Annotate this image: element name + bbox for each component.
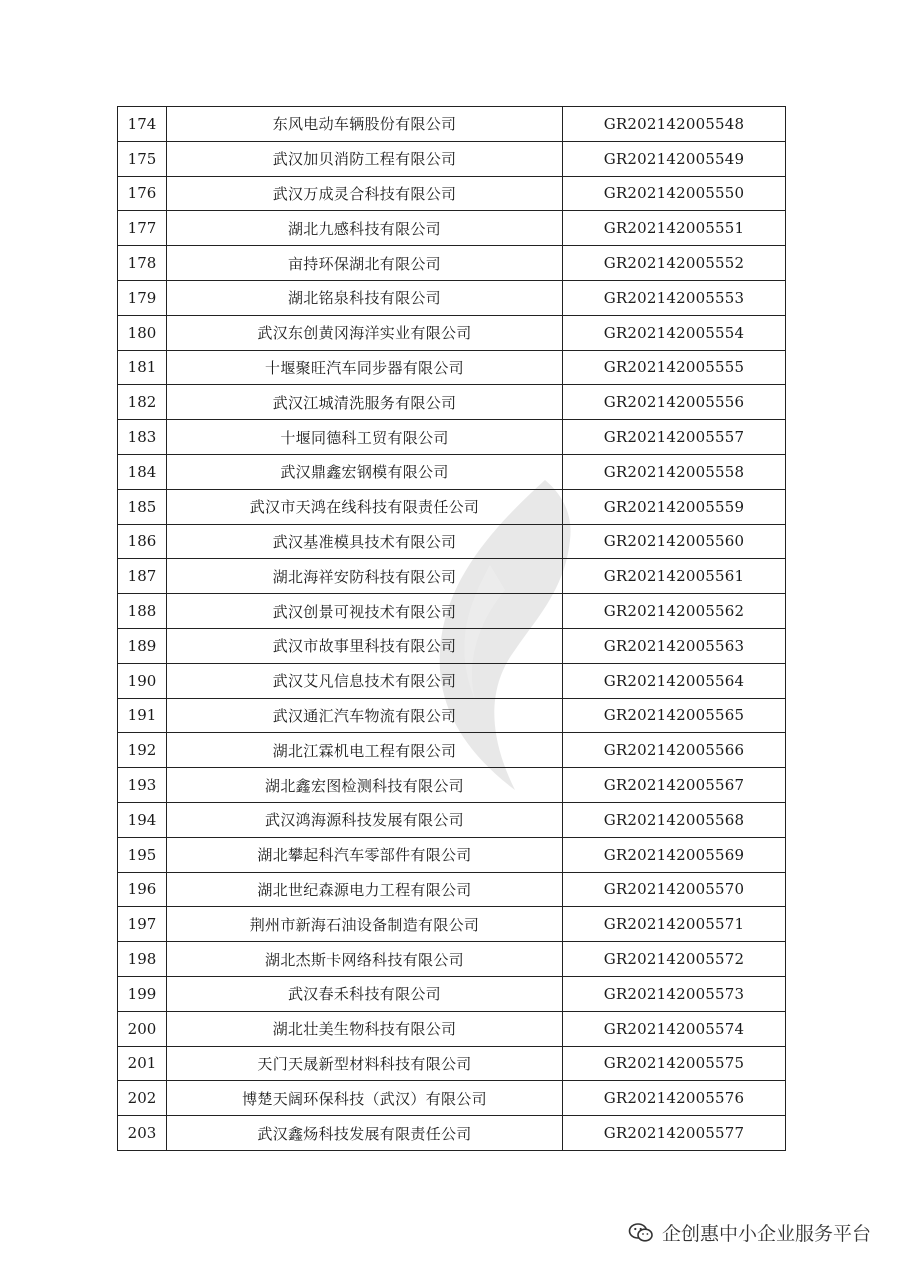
company-name: 十堰聚旺汽车同步器有限公司 — [167, 350, 563, 385]
certificate-number: GR202142005562 — [563, 594, 786, 629]
company-name: 武汉加贝消防工程有限公司 — [167, 141, 563, 176]
certificate-number: GR202142005550 — [563, 176, 786, 211]
row-number: 190 — [118, 663, 167, 698]
table-row — [118, 141, 786, 176]
table-row — [118, 594, 786, 629]
company-name: 武汉市故事里科技有限公司 — [167, 628, 563, 663]
company-name: 博楚天阔环保科技（武汉）有限公司 — [167, 1081, 563, 1116]
table-row — [118, 350, 786, 385]
row-number: 191 — [118, 698, 167, 733]
row-number: 193 — [118, 768, 167, 803]
company-name: 武汉东创黄冈海洋实业有限公司 — [167, 315, 563, 350]
company-name: 武汉江城清洗服务有限公司 — [167, 385, 563, 420]
row-number: 184 — [118, 454, 167, 489]
company-name: 湖北九感科技有限公司 — [167, 211, 563, 246]
row-number: 180 — [118, 315, 167, 350]
table-row — [118, 107, 786, 142]
table-row — [118, 176, 786, 211]
row-number: 195 — [118, 837, 167, 872]
table-row — [118, 1116, 786, 1151]
row-number: 197 — [118, 907, 167, 942]
certificate-number: GR202142005574 — [563, 1011, 786, 1046]
row-number: 196 — [118, 872, 167, 907]
table-row — [118, 663, 786, 698]
certificate-number: GR202142005556 — [563, 385, 786, 420]
certificate-number: GR202142005570 — [563, 872, 786, 907]
certificate-number: GR202142005555 — [563, 350, 786, 385]
table-row — [118, 628, 786, 663]
company-name: 湖北鑫宏图检测科技有限公司 — [167, 768, 563, 803]
certificate-number: GR202142005548 — [563, 107, 786, 142]
table-row — [118, 211, 786, 246]
table-row — [118, 246, 786, 281]
row-number: 203 — [118, 1116, 167, 1151]
certificate-table — [117, 106, 786, 1151]
company-name: 武汉鸿海源科技发展有限公司 — [167, 802, 563, 837]
certificate-number: GR202142005561 — [563, 559, 786, 594]
row-number: 185 — [118, 489, 167, 524]
row-number: 194 — [118, 802, 167, 837]
certificate-number: GR202142005552 — [563, 246, 786, 281]
row-number: 178 — [118, 246, 167, 281]
row-number: 202 — [118, 1081, 167, 1116]
certificate-number: GR202142005553 — [563, 280, 786, 315]
company-name: 湖北海祥安防科技有限公司 — [167, 559, 563, 594]
company-name: 天门天晟新型材料科技有限公司 — [167, 1046, 563, 1081]
certificate-number: GR202142005575 — [563, 1046, 786, 1081]
company-name: 武汉创景可视技术有限公司 — [167, 594, 563, 629]
wechat-icon — [628, 1220, 654, 1246]
table-row — [118, 872, 786, 907]
row-number: 187 — [118, 559, 167, 594]
row-number: 179 — [118, 280, 167, 315]
certificate-number: GR202142005567 — [563, 768, 786, 803]
table-row — [118, 1081, 786, 1116]
table-row — [118, 420, 786, 455]
company-name: 亩持环保湖北有限公司 — [167, 246, 563, 281]
certificate-number: GR202142005566 — [563, 733, 786, 768]
company-name: 武汉鑫炀科技发展有限责任公司 — [167, 1116, 563, 1151]
source-footer — [628, 1219, 871, 1246]
table-row — [118, 524, 786, 559]
certificate-number: GR202142005559 — [563, 489, 786, 524]
certificate-number: GR202142005571 — [563, 907, 786, 942]
row-number: 201 — [118, 1046, 167, 1081]
row-number: 177 — [118, 211, 167, 246]
row-number: 188 — [118, 594, 167, 629]
certificate-number: GR202142005569 — [563, 837, 786, 872]
certificate-number: GR202142005560 — [563, 524, 786, 559]
certificate-number: GR202142005572 — [563, 942, 786, 977]
certificate-number: GR202142005568 — [563, 802, 786, 837]
certificate-number: GR202142005551 — [563, 211, 786, 246]
company-name: 湖北攀起科汽车零部件有限公司 — [167, 837, 563, 872]
table-row — [118, 802, 786, 837]
certificate-number: GR202142005563 — [563, 628, 786, 663]
table-row — [118, 907, 786, 942]
certificate-number: GR202142005557 — [563, 420, 786, 455]
certificate-number: GR202142005564 — [563, 663, 786, 698]
row-number: 200 — [118, 1011, 167, 1046]
row-number: 181 — [118, 350, 167, 385]
company-name: 武汉春禾科技有限公司 — [167, 976, 563, 1011]
table-row — [118, 385, 786, 420]
certificate-number: GR202142005558 — [563, 454, 786, 489]
company-name: 武汉基准模具技术有限公司 — [167, 524, 563, 559]
row-number: 182 — [118, 385, 167, 420]
table-row — [118, 1011, 786, 1046]
row-number: 175 — [118, 141, 167, 176]
row-number: 192 — [118, 733, 167, 768]
company-name: 东风电动车辆股份有限公司 — [167, 107, 563, 142]
table-row — [118, 489, 786, 524]
company-name: 武汉万成灵合科技有限公司 — [167, 176, 563, 211]
table-row — [118, 454, 786, 489]
company-name: 湖北壮美生物科技有限公司 — [167, 1011, 563, 1046]
table-row — [118, 698, 786, 733]
table-row — [118, 1046, 786, 1081]
row-number: 199 — [118, 976, 167, 1011]
company-name: 十堰同德科工贸有限公司 — [167, 420, 563, 455]
certificate-number: GR202142005549 — [563, 141, 786, 176]
company-name: 荆州市新海石油设备制造有限公司 — [167, 907, 563, 942]
source-label: 企创惠中小企业服务平台 — [661, 1223, 871, 1245]
table-row — [118, 733, 786, 768]
certificate-number: GR202142005573 — [563, 976, 786, 1011]
table-row — [118, 315, 786, 350]
company-name: 湖北世纪森源电力工程有限公司 — [167, 872, 563, 907]
row-number: 174 — [118, 107, 167, 142]
certificate-number: GR202142005577 — [563, 1116, 786, 1151]
row-number: 186 — [118, 524, 167, 559]
company-name: 湖北铭泉科技有限公司 — [167, 280, 563, 315]
company-name: 武汉市天鸿在线科技有限责任公司 — [167, 489, 563, 524]
table-row — [118, 942, 786, 977]
row-number: 198 — [118, 942, 167, 977]
company-name: 武汉鼎鑫宏钢模有限公司 — [167, 454, 563, 489]
row-number: 189 — [118, 628, 167, 663]
table-row — [118, 280, 786, 315]
row-number: 183 — [118, 420, 167, 455]
company-name: 湖北江霖机电工程有限公司 — [167, 733, 563, 768]
table-row — [118, 768, 786, 803]
certificate-number: GR202142005565 — [563, 698, 786, 733]
certificate-number: GR202142005576 — [563, 1081, 786, 1116]
table-row — [118, 976, 786, 1011]
company-name: 武汉艾凡信息技术有限公司 — [167, 663, 563, 698]
table-row — [118, 559, 786, 594]
company-name: 武汉通汇汽车物流有限公司 — [167, 698, 563, 733]
table-row — [118, 837, 786, 872]
certificate-number: GR202142005554 — [563, 315, 786, 350]
company-name: 湖北杰斯卡网络科技有限公司 — [167, 942, 563, 977]
row-number: 176 — [118, 176, 167, 211]
